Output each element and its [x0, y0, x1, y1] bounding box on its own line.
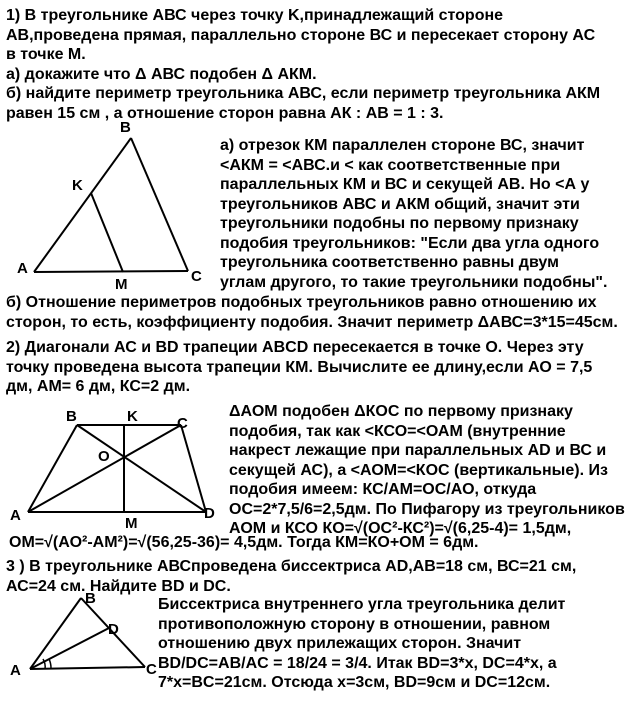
text-line: сторон, то есть, коэффициенту подобия. Значит периметр ΔАВС=3*15=45см.: [6, 313, 618, 331]
label-a: A: [10, 507, 21, 524]
text-line: <АКМ = <АВС.и < как соответственные при: [220, 156, 561, 174]
text-line: а) отрезок КМ параллелен стороне ВС, значит: [220, 137, 585, 154]
text-line: АС=24 см. Найдите BD и DC.: [6, 577, 231, 595]
text-line: б) Отношение периметров подобных треугольников равно отношению их: [6, 294, 597, 311]
text-line: BD/DC=AB/AC = 18/24 = 3/4. Итак BD=3*x, DC=4*x, а: [158, 654, 557, 672]
text-line: дм, АМ= 6 дм, КС=2 дм.: [6, 378, 191, 395]
label-d: D: [204, 505, 215, 522]
side-ac: [34, 271, 188, 272]
problem2-last-line: ОМ=√(АО²-АМ²)=√(56,25-36)= 4,5дм. Тогда КМ=КО+ОМ = 6дм.: [9, 534, 479, 551]
text-line: 7*x=BC=21см. Отсюда x=3см, BD=9см и DC=12см.: [158, 674, 551, 691]
text-line: а) докажите что Δ АВС подобен Δ АКМ.: [6, 65, 317, 83]
label-d: D: [108, 621, 119, 638]
figure-trapezoid-abcd: [28, 425, 206, 512]
side-cd: [181, 425, 206, 512]
text-line: ОС=2*7,5/6=2,5дм. По Пифагору из треугольников: [229, 500, 625, 518]
label-m: M: [125, 515, 138, 532]
text-line: треугольников АВС и АКМ общий, значит эти: [220, 195, 580, 213]
text-line: подобия имеем: КС/АМ=ОС/АО, откуда: [229, 481, 537, 498]
figure1-labels: [17, 119, 202, 293]
text-line: АОМ и КСО КО=√(ОС²-КС²)=√(6,25-4)= 1,5дм,: [229, 520, 572, 537]
side-bc: [131, 138, 188, 271]
text-line: подобия треугольников: "Если два угла одного: [220, 234, 600, 252]
label-c: C: [177, 415, 188, 432]
text-line: секущей АС), а <АОМ=<КОС (вертикальные). Из: [229, 461, 608, 479]
text-line: накрест лежащие при параллельных AD и ВС и: [229, 442, 607, 459]
text-line: треугольника соответственно равны двум: [220, 254, 559, 271]
text-line: отношению двух прилежащих сторон. Значит: [158, 635, 522, 652]
label-b: B: [120, 119, 131, 136]
angle-mark-a-2: [49, 659, 51, 668]
diagonal-ac: [28, 425, 181, 512]
text-line: АВ,проведена прямая, параллельно стороне ВС и пересекает сторону АС: [6, 26, 596, 44]
text-line: б) найдите периметр треугольника АВС, если периметр треугольника АКМ: [6, 85, 601, 102]
side-ab: [34, 138, 131, 272]
text-line: параллельных КМ и ВС и секущей АВ. Но <А у: [220, 176, 590, 193]
text-line: подобия, так как <КСО=<ОАМ (внутренние: [229, 422, 566, 440]
text-line: 2) Диагонали АС и BD трапеции ABCD пересекается в точке О. Через эту: [6, 339, 584, 356]
label-c: C: [191, 268, 202, 285]
text-line: точку проведена высота трапеции КМ. Вычислите ее длину,если АО = 7,5: [6, 358, 593, 376]
text-line: треугольники подобны по первому признаку: [220, 215, 579, 232]
label-b: B: [85, 590, 96, 607]
text-line: ΔАОМ подобен ΔКОС по первому признаку: [229, 403, 573, 420]
segment-km: [91, 193, 123, 272]
text-line: 1) В треугольнике АВС через точку K,принадлежащий стороне: [6, 7, 504, 24]
figure-triangle-bisector: [30, 598, 145, 669]
label-k: K: [72, 177, 83, 194]
figure2-labels: [10, 408, 215, 532]
text-line: углам другого, то такие треугольники подобны".: [220, 273, 608, 291]
text-line: Биссектриса внутреннего угла треугольника делит: [158, 596, 566, 613]
figure-triangle-abc: [34, 138, 188, 272]
label-k: K: [127, 408, 138, 425]
text-line: 3 ) В треугольнике АВСпроведена биссектриса AD,АВ=18 см, ВС=21 см,: [6, 558, 577, 575]
label-a: A: [17, 260, 28, 277]
text-line: в точке М.: [6, 46, 86, 63]
label-b: B: [66, 408, 77, 425]
text-line: противоположную сторону в отношении, равном: [158, 615, 551, 633]
label-a: A: [10, 662, 21, 679]
label-m: M: [115, 276, 128, 293]
text-line: равен 15 см , а отношение сторон равна АК : АВ = 1 : 3.: [6, 104, 444, 122]
label-o: O: [98, 448, 110, 465]
side-ac: [30, 667, 145, 669]
label-c: C: [146, 661, 157, 678]
diagonal-bd: [77, 425, 206, 512]
bisector-ad: [30, 628, 109, 669]
side-ab: [30, 598, 81, 669]
